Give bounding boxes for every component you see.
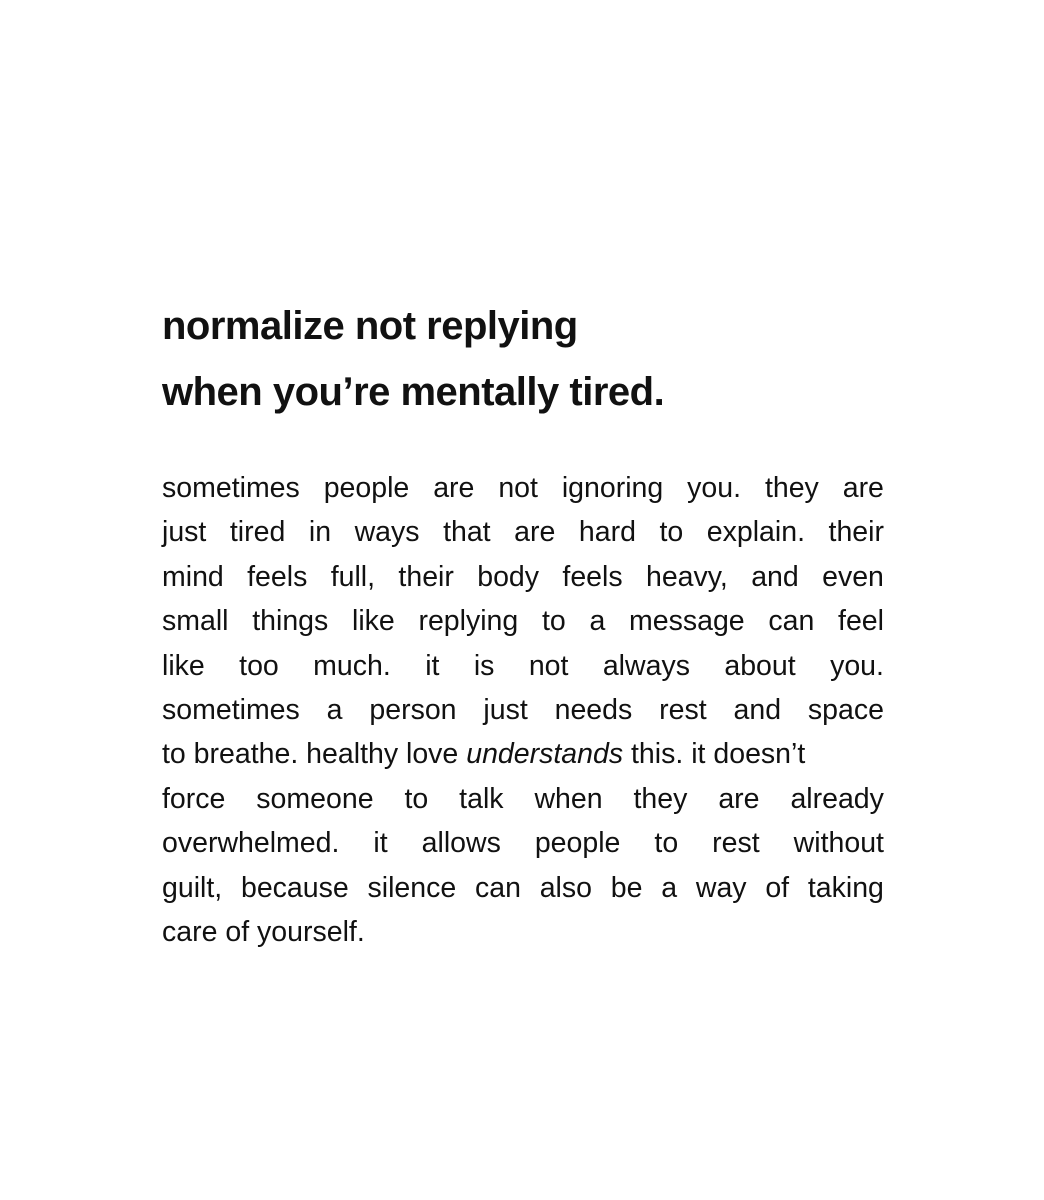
- body-word: explain.: [706, 516, 805, 549]
- body-word: small: [162, 605, 229, 638]
- body-word: can: [768, 605, 815, 638]
- body-word: force: [162, 782, 226, 815]
- body-word: guilt,: [162, 871, 223, 904]
- body-word: be: [610, 871, 643, 904]
- body-word: someone: [256, 782, 374, 815]
- body-line: [162, 599, 884, 643]
- title-line-1: normalize not replying: [162, 304, 578, 348]
- body-word: just: [162, 516, 207, 549]
- body-word: like: [162, 649, 205, 682]
- body-line: [162, 555, 884, 599]
- body-word: to: [654, 827, 679, 860]
- body-word: rest: [659, 693, 707, 726]
- body-word: to: [404, 782, 429, 815]
- body-word: is: [473, 649, 495, 682]
- body-word: overwhelmed.: [162, 827, 340, 860]
- body-word: they: [764, 472, 819, 504]
- body-word: without: [793, 827, 884, 860]
- body-line: [162, 821, 884, 865]
- body-word: their: [828, 516, 884, 549]
- body-word: not: [498, 472, 538, 504]
- body-word: mind: [162, 560, 224, 593]
- body-word: body: [477, 560, 540, 593]
- body-word: ignoring: [561, 472, 664, 504]
- body-line: [162, 866, 884, 910]
- body-line: [162, 688, 884, 732]
- body-word: needs: [554, 693, 633, 726]
- body-word: space: [807, 693, 884, 726]
- body-word: too: [239, 649, 279, 682]
- body-word: taking: [807, 871, 884, 904]
- body-word: tired: [229, 516, 286, 549]
- body-word: replying: [418, 605, 519, 638]
- body-word: and: [751, 560, 799, 593]
- body-word: their: [398, 560, 454, 593]
- body-paragraph: [162, 466, 884, 954]
- body-word: way: [695, 871, 747, 904]
- body-word: a: [326, 693, 343, 726]
- body-word: talk: [459, 782, 504, 815]
- body-word: are: [433, 472, 475, 504]
- emphasized-word: understands: [466, 738, 624, 771]
- body-word: always: [602, 649, 690, 682]
- body-word: can: [474, 871, 521, 904]
- body-word: are: [514, 516, 556, 549]
- body-word: feels: [247, 560, 308, 593]
- body-word: sometimes: [162, 472, 300, 504]
- body-word: and: [733, 693, 782, 726]
- body-word: when: [534, 782, 603, 815]
- body-word: to: [659, 516, 684, 549]
- body-word: a: [589, 605, 606, 638]
- body-word: hard: [578, 516, 636, 549]
- body-word: a: [661, 871, 678, 904]
- body-word: full,: [330, 560, 376, 593]
- body-word: people: [323, 472, 410, 504]
- body-word: it: [373, 827, 388, 860]
- body-word: things: [252, 605, 329, 638]
- body-line: care of yourself.: [162, 915, 365, 948]
- body-word: rest: [712, 827, 760, 860]
- body-word: much.: [313, 649, 391, 682]
- body-word: because: [240, 871, 349, 904]
- body-word: are: [842, 472, 884, 504]
- body-word: about: [724, 649, 796, 682]
- body-word: already: [790, 782, 884, 815]
- body-text-segment: to breathe. healthy love: [162, 738, 467, 771]
- body-word: silence: [367, 871, 457, 904]
- body-word: ways: [354, 516, 420, 549]
- body-word: you.: [830, 649, 884, 682]
- post-title: [162, 293, 922, 425]
- body-word: are: [718, 782, 760, 815]
- body-line: [162, 644, 884, 688]
- title-line-2: when you’re mentally tired.: [162, 370, 665, 414]
- body-word: also: [539, 871, 592, 904]
- body-word: like: [351, 605, 395, 638]
- body-word: person: [369, 693, 457, 726]
- body-word: it: [425, 649, 440, 682]
- body-word: that: [443, 516, 491, 549]
- body-word: you.: [687, 472, 742, 504]
- body-word: of: [765, 871, 790, 904]
- body-line: [162, 732, 884, 776]
- body-word: to: [541, 605, 566, 638]
- body-word: message: [629, 605, 745, 638]
- body-word: they: [633, 782, 688, 815]
- body-word: allows: [421, 827, 501, 860]
- body-word: even: [822, 560, 884, 593]
- body-text-segment: this. it doesn’t: [623, 738, 806, 771]
- body-word: sometimes: [162, 693, 300, 726]
- body-line: [162, 777, 884, 821]
- body-word: feel: [838, 605, 884, 638]
- body-word: people: [534, 827, 621, 860]
- body-word: in: [308, 516, 332, 549]
- body-word: just: [483, 693, 528, 726]
- body-word: not: [528, 649, 569, 682]
- body-line: [162, 466, 884, 510]
- body-word: heavy,: [645, 560, 728, 593]
- body-line: [162, 510, 884, 554]
- body-word: feels: [562, 560, 623, 593]
